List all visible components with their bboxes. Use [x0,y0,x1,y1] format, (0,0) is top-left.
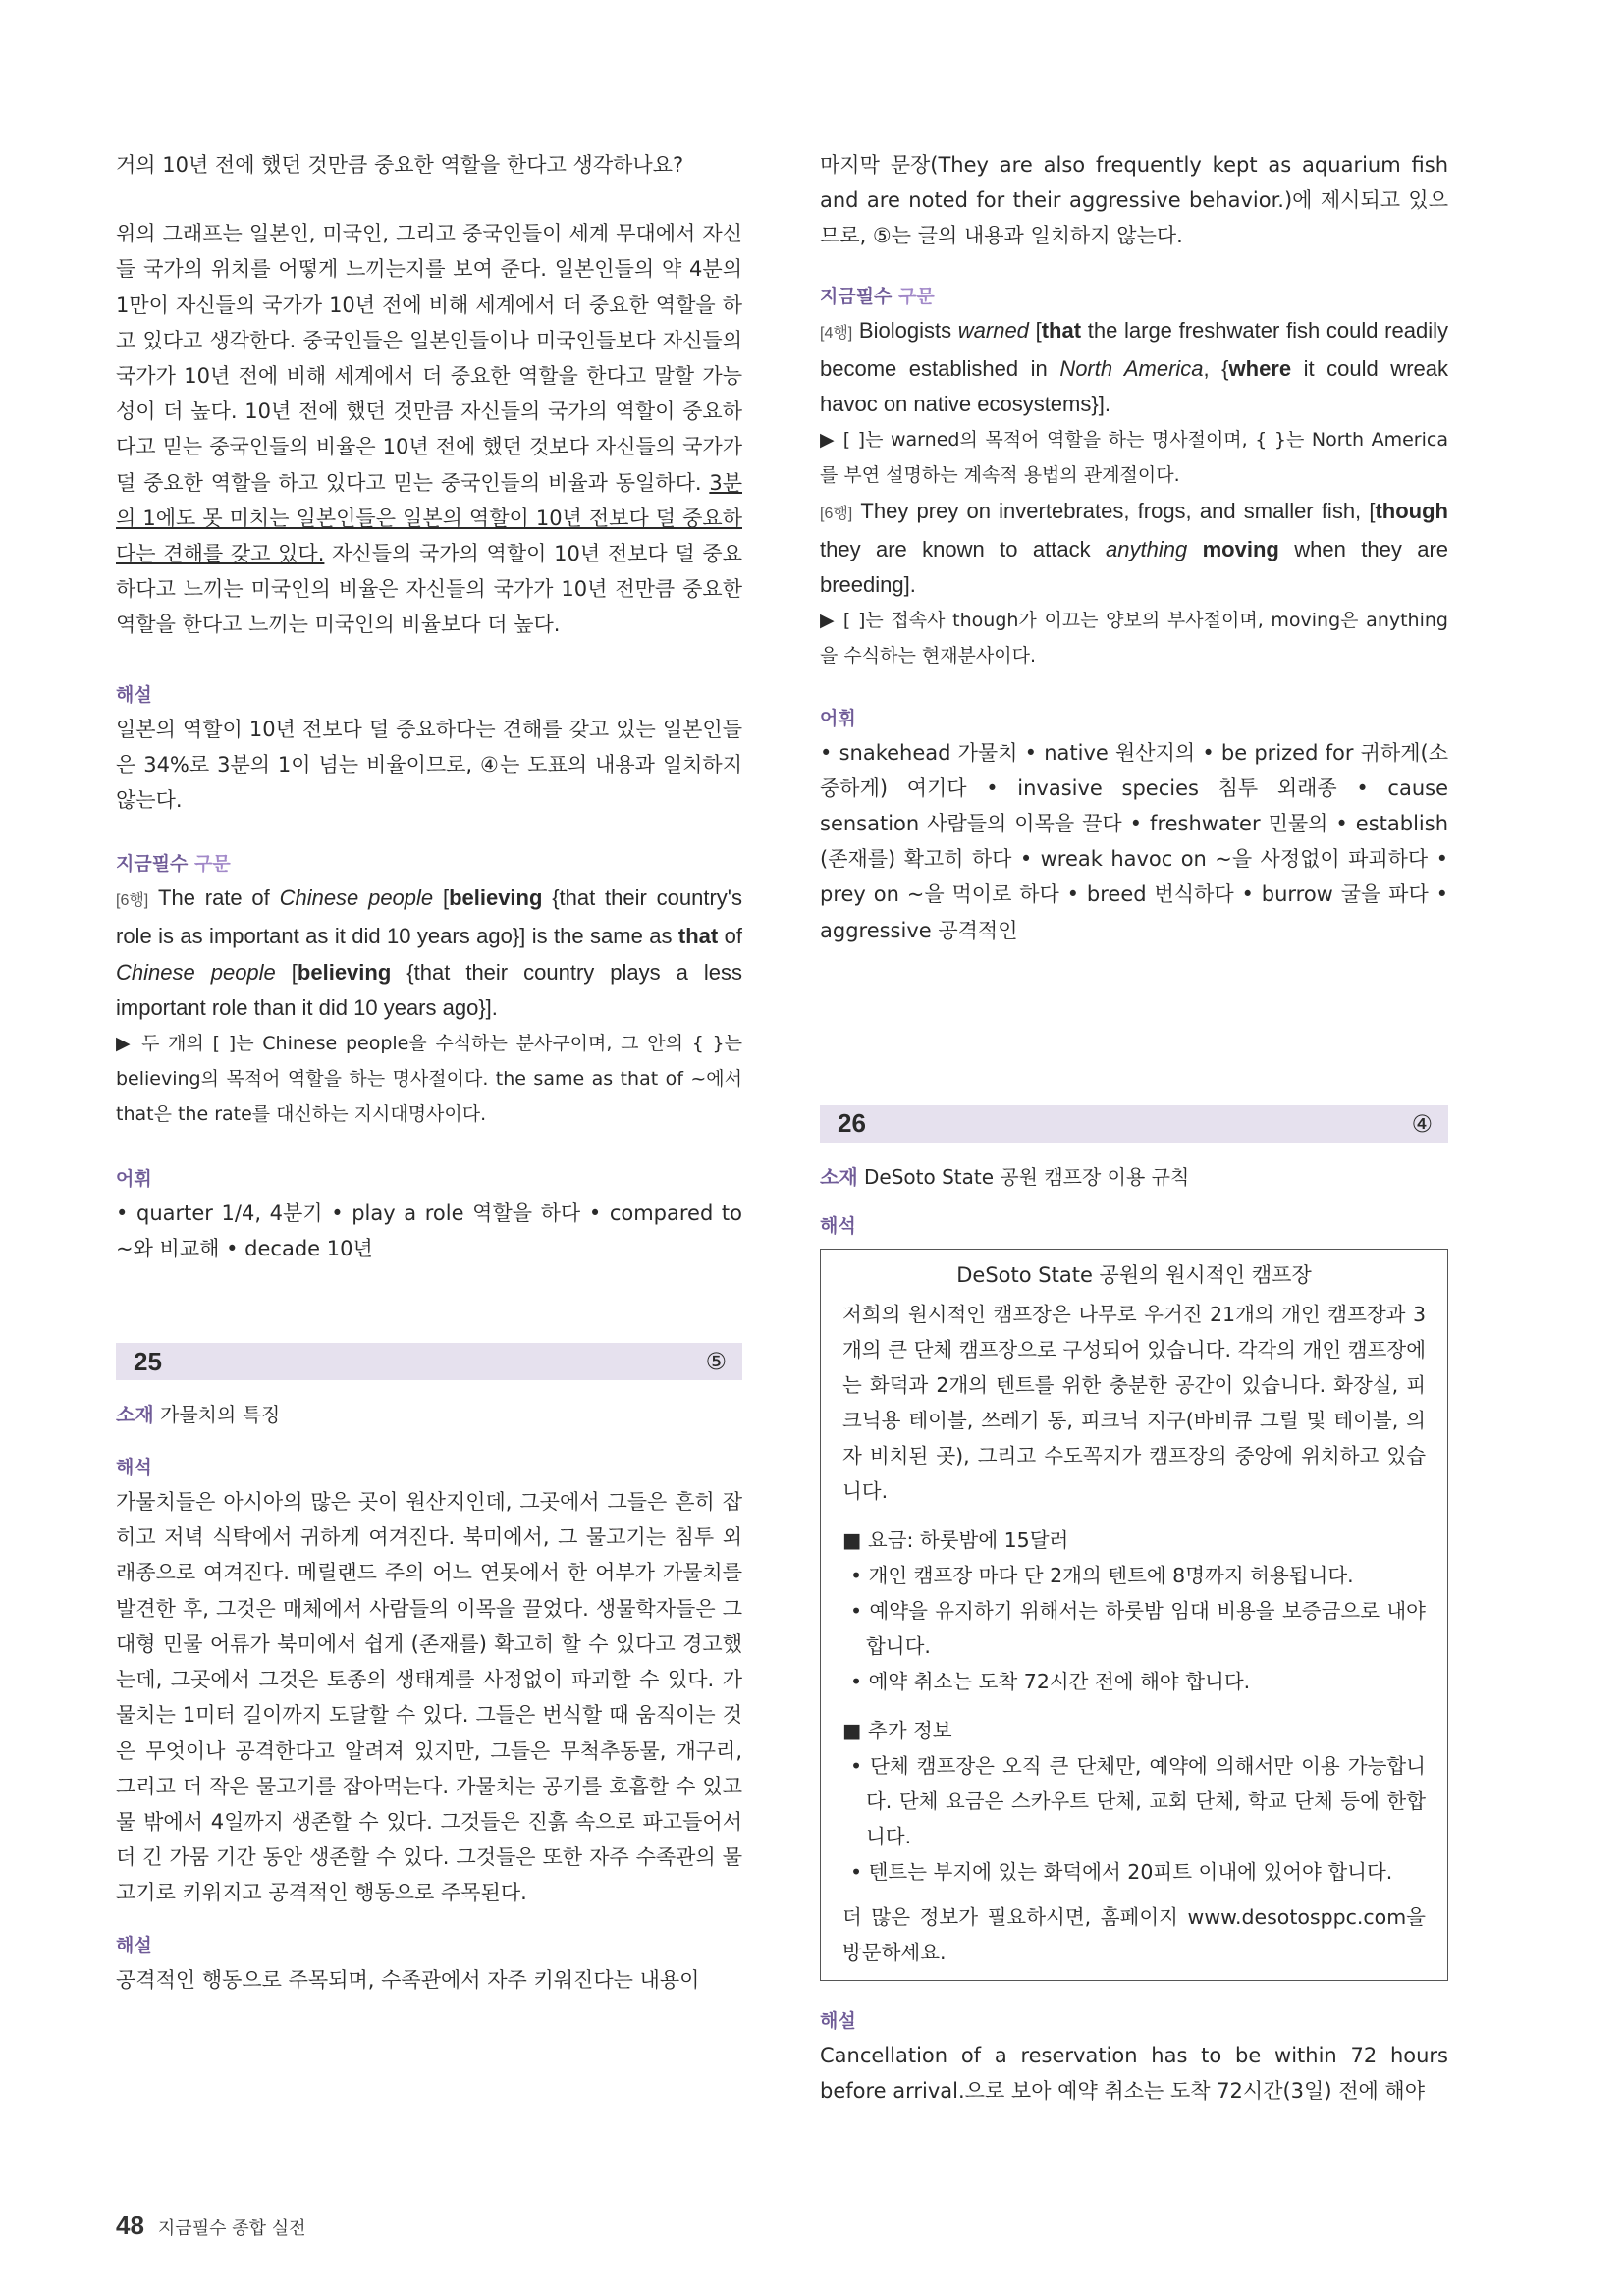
bold-run: moving [1202,536,1279,561]
topic-label: 소재 [116,1403,154,1427]
translation-paragraph [116,216,742,642]
line-ref: [4행] [820,324,853,342]
fee-heading: ■ 요금: 하룻밤에 15달러 [842,1527,1069,1552]
text-run: of [718,924,742,949]
key-structure-sentence-2 [820,494,1448,604]
heading-haeseol-26: 해설 [820,2009,856,2032]
heading-key-structure-brand: 지금필수 [820,285,893,307]
more-info-text: 더 많은 정보가 필요하시면, 홈페이지 www.desotosppc.com을 방문하세요. [842,1904,1426,1964]
text-run: The rate of [148,885,280,911]
italic-run: warned [957,317,1029,343]
heading-vocab: 어휘 [820,707,856,729]
topic-line [116,1398,742,1431]
heading-vocab: 어휘 [116,1167,152,1190]
topic-text: DeSoto State 공원 캠프장 이용 규칙 [857,1164,1190,1189]
text-run [1187,537,1202,561]
text-run: [ [1028,317,1042,343]
text-run: Biologists [852,317,958,343]
page-number: 48 [116,2211,144,2240]
bold-run: believing [449,885,543,911]
bold-run: though [1375,498,1448,523]
vocab-list: • quarter 1/4, 4분기 • play a role 역할을 하다 • compared to ~와 비교해 • decade 10년 [116,1201,742,1260]
key-structure-sentence-1 [820,313,1448,423]
heading-key-structure [116,847,742,881]
translation-25: 가물치들은 아시아의 많은 곳이 원산지인데, 그곳에서 그들은 흔히 잡히고 저녁 식탁에서 귀하게 여겨진다. 북미에서, 그 물고기는 침투 외래종으로 여겨진다. 메릴랜드 주의 어느 연못에서 한 어부가 가물치를 발견한 후, 그것은 매체에서 사람들의 이목을 끌었다. 생물학자들은 그 대형 민물 어류가 북미에서 쉽게 (존재를) 확고히 할 수 있다고 경고했는데, 그곳에서 그것은 토종의 생태계를 사정없이 파괴할 수 있다. 가물치는 1미터 길이까지 도달할 수 있다. 그들은 번식할 때 움직이는 것은 무엇이나 공격한다고 알려져 있지만, 그들은 무척추동물, 개구리, 그리고 더 작은 물고기를 잡아먹는다. 가물치는 공기를 호흡할 수 있고 물 밖에서 4일까지 생존할 수 있다. 그것들은 진흙 속으로 파고들어서 더 긴 가뭄 기간 동안 생존할 수 있다. 그것들은 또한 자주 수족관의 물고기로 키워지고 공격적인 행동으로 주목된다. [116,1490,742,1905]
heading-key-structure-sub: 구문 [188,853,231,876]
additional-info-item: • 단체 캠프장은 오직 큰 단체만, 예약에 의해서만 이용 가능합니다. 단체 요금은 스카우트 단체, 교회 단체, 학교 단체 등에 한합니다. [850,1753,1426,1848]
topic-text: 가물치의 특징 [153,1403,281,1427]
answer-mark: ⑤ [705,1348,727,1376]
explanation-25: 공격적인 행동으로 주목되며, 수족관에서 자주 키워진다는 내용이 [116,1967,700,1992]
explanation-25-continued: 마지막 문장(They are also frequently kept as aquarium fish and are noted for their aggressive behavior.)에 제시되고 있으므로, ⑤는 글의 내용과 일치하지 않는다. [820,153,1448,248]
bold-run: that [677,924,719,949]
additional-info-item: • 텐트는 부지에 있는 화덕에서 20피트 이내에 있어야 합니다. [850,1859,1393,1884]
text-run: They prey on invertebrates, frogs, and smaller fish, [ [852,498,1376,523]
italic-run: North America [1059,355,1204,381]
left-column [116,147,742,1998]
fee-item: • 개인 캠프장 마다 단 2개의 텐트에 8명까지 허용됩니다. [850,1563,1354,1587]
heading-key-structure-sub: 구문 [892,285,935,307]
text-run: , { [1203,355,1229,381]
text-run: the large freshwater fish could readily become established in [820,317,1448,381]
bold-run: where [1228,355,1292,381]
section-header-26 [820,1105,1448,1143]
section-header-25 [116,1343,742,1380]
translation-text-end: 자신들의 국가의 역할이 10년 전보다 덜 중요하다고 느끼는 미국인의 비율은 자신들의 국가가 10년 전만큼 중요한 역할을 한다고 느끼는 미국인의 비율보다 더 높다. [116,542,742,637]
text-run: {that their country's role is as important as it did 10 years ago}] is the same as [116,885,742,949]
notice-intro: 저희의 원시적인 캠프장은 나무로 우거진 21개의 개인 캠프장과 3개의 큰 단체 캠프장으로 구성되어 있습니다. 각각의 개인 캠프장에는 화덕과 2개의 텐트를 위한 충분한 공간이 있습니다. 화장실, 피크닉용 테이블, 쓰레기 통, 피크닉 지구(바비큐 그릴 및 테이블, 의자 비치된 곳), 그리고 수도꼭지가 캠프장의 중앙에 위치하고 있습니다. [842,1302,1426,1503]
bold-run: believing [297,959,392,985]
answer-mark: ④ [1411,1109,1433,1138]
text-run: {that their country plays a less important role than it did 10 years ago}]. [116,959,742,1020]
page-footer [116,2211,305,2241]
key-structure-sentence [116,881,742,1026]
topic-line [820,1160,1448,1194]
underlined-sentence: 3분의 1에도 못 미치는 일본인들은 일본의 역할이 10년 전보다 덜 중요하다는 견해를 갖고 있다. [116,470,742,566]
text-run: [ [275,959,298,985]
book-title: 지금필수 종합 실전 [157,2218,306,2239]
line-ref: [6행] [116,892,149,910]
text-run: it could wreak havoc on native ecosystems}]. [820,355,1448,417]
grammar-note: ▶ 두 개의 [ ]는 Chinese people을 수식하는 분사구이며, 그 안의 { }는 believing의 목적어 역할을 하는 명사절이다. the same as that of ~에서 that은 the rate를 대신하는 지시대명사이다. [116,1033,742,1126]
notice-box [820,1249,1448,1981]
heading-haeseok: 해석 [116,1457,152,1479]
fee-item: • 예약 취소는 도착 72시간 전에 해야 합니다. [850,1669,1251,1693]
grammar-note-2: ▶ [ ]는 접속사 though가 이끄는 양보의 부사절이며, moving은 anything을 수식하는 현재분사이다. [820,610,1448,667]
topic-label: 소재 [820,1164,858,1189]
line-ref: [6행] [820,505,853,522]
notice-title: DeSoto State 공원의 원시적인 캠프장 [956,1262,1312,1287]
text-run: [ [433,885,450,911]
bold-run: that [1041,317,1082,343]
translation-text: 위의 그래프는 일본인, 미국인, 그리고 중국인들이 세계 무대에서 자신들 국가의 위치를 어떻게 느끼는지를 보여 준다. 일본인들의 약 4분의 1만이 자신들의 국가가 10년 전에 비해 세계에서 더 중요한 역할을 하고 있다고 생각한다. 중국인들은 일본인들이나 미국인들보다 자신들의 국가가 10년 전에 비해 세계에서 더 중요한 역할을 한다고 말할 가능성이 더 높다. 10년 전에 했던 것만큼 자신들의 국가의 역할이 중요하다고 믿는 중국인들의 비율은 10년 전에 했던 것보다 자신들의 국가가 덜 중요한 역할을 하고 있다고 믿는 중국인들의 비율과 동일하다. [116,222,742,495]
grammar-note-1: ▶ [ ]는 warned의 목적어 역할을 하는 명사절이며, { }는 North America를 부연 설명하는 계속적 용법의 관계절이다. [820,429,1448,487]
heading-haeseol-25: 해설 [116,1934,152,1956]
text-run: when they are breeding]. [820,536,1449,598]
heading-key-structure-brand: 지금필수 [116,853,189,876]
additional-info-heading: ■ 추가 정보 [842,1718,952,1742]
right-column [820,147,1448,2109]
explanation-26: Cancellation of a reservation has to be within 72 hours before arrival.으로 보아 예약 취소는 도착 72시간(3일) 전에 해야 [820,2043,1448,2104]
italic-run: Chinese people [116,959,276,985]
text-run: they are known to attack [820,536,1107,561]
italic-run: anything [1106,536,1188,561]
explanation-text: 일본의 역할이 10년 전보다 덜 중요하다는 견해를 갖고 있는 일본인들은 34%로 3분의 1이 넘는 비율이므로, ④는 도표의 내용과 일치하지 않는다. [116,717,742,813]
vocab-list: • snakehead 가물치 • native 원산지의 • be prized for 귀하게(소중하게) 여기다 • invasive species 침투 외래종 • cause sensation 사람들의 이목을 끌다 • freshwater 민물의 • establish (존재를) 확고히 하다 • wreak havoc on ~을 사정없이 파괴하다 • prey on ~을 먹이로 하다 • breed 번식하다 • burrow 굴을 파다 • aggressive 공격적인 [820,740,1448,942]
question-number: 25 [134,1346,162,1376]
heading-key-structure [820,280,1448,313]
heading-haeseol: 해설 [116,683,152,706]
question-number: 26 [838,1108,866,1139]
fee-item: • 예약을 유지하기 위해서는 하룻밤 임대 비용을 보증금으로 내야 합니다. [850,1598,1426,1658]
italic-run: Chinese people [279,885,434,911]
paragraph-continued: 거의 10년 전에 했던 것만큼 중요한 역할을 한다고 생각하나요? [116,153,684,177]
heading-haeseok: 해석 [820,1214,856,1237]
